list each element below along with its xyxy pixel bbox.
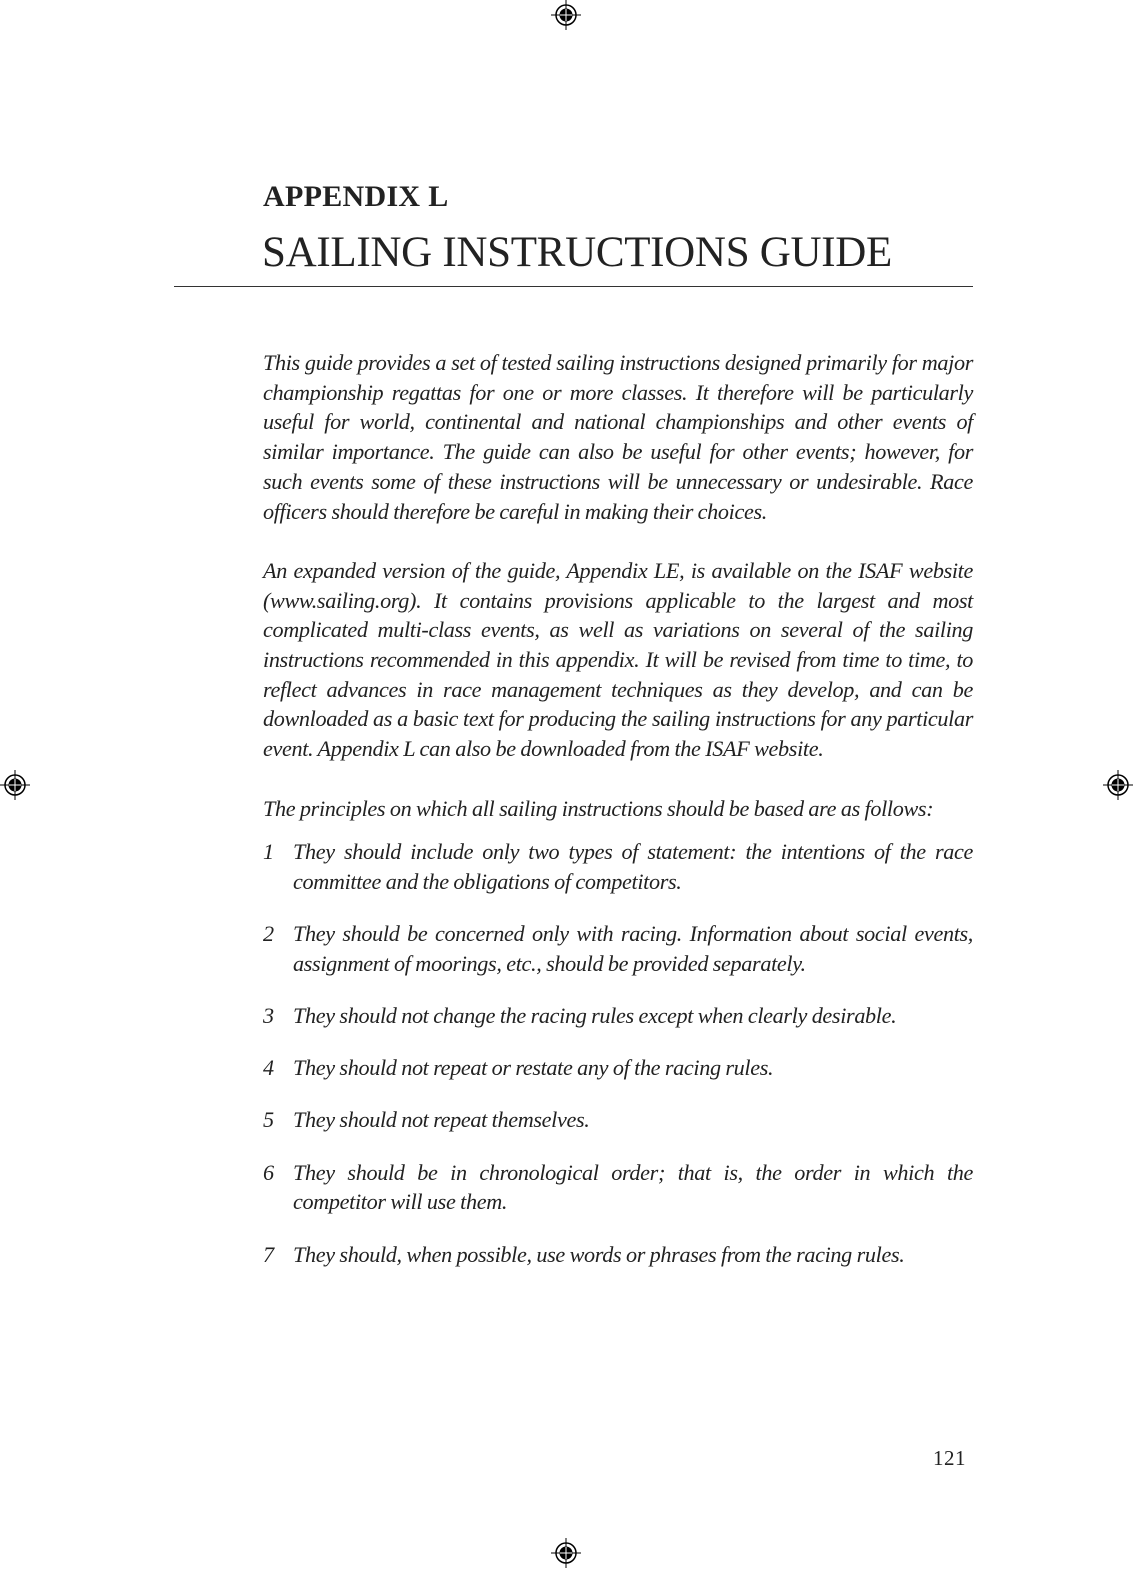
paragraph: This guide provides a set of tested sailing instructions designed primarily for major championship regattas for one or more classes. It therefore will be particularly useful for world, continental and national championships and other events of similar importance. The guide can also be useful for other events; however, for such events some of these instructions will be unnecessary or undesirable. Race officers should therefore be careful in making their choices.	[263, 350, 973, 524]
list-item	[263, 1240, 973, 1270]
list-item	[263, 1158, 973, 1217]
registration-mark-icon	[0, 770, 30, 800]
paragraph: An expanded version of the guide, Appendix LE, is available on the ISAF website (www.sailing.org). It contains provisions applicable to the largest and most complicated multi-class events, as well as variations on several of the sailing instructions recommended in this appendix. It will be revised from time to time, to reflect advances in race management techniques as they develop, and can be downloaded as a basic text for producing the sailing instructions for any particular event. Appendix L can also be downloaded from the ISAF website.	[263, 557, 973, 762]
item-text: They should not change the racing rules except when clearly desirable.	[293, 1003, 897, 1029]
item-number: 7	[263, 1241, 274, 1267]
principles-list	[263, 837, 973, 1269]
item-number: 5	[263, 1107, 274, 1133]
list-item	[263, 837, 973, 896]
list-item	[263, 1001, 973, 1031]
registration-mark-icon	[1103, 770, 1133, 800]
registration-mark-icon	[551, 1538, 581, 1568]
title-divider	[174, 286, 973, 287]
item-text: They should not repeat themselves.	[293, 1107, 590, 1133]
item-number: 1	[263, 839, 274, 865]
body-text	[263, 348, 973, 1292]
item-text: They should, when possible, use words or phrases from the racing rules.	[293, 1241, 905, 1267]
item-number: 3	[263, 1003, 274, 1029]
list-item	[263, 1053, 973, 1083]
item-text: They should be in chronological order; that is, the order in which the competitor will use them.	[293, 1159, 973, 1215]
paragraph: The principles on which all sailing instructions should be based are as follows:	[263, 795, 934, 821]
appendix-label: APPENDIX L	[263, 180, 449, 213]
list-item	[263, 1105, 973, 1135]
item-text: They should not repeat or restate any of the racing rules.	[293, 1055, 774, 1081]
registration-mark-icon	[551, 0, 581, 30]
item-number: 4	[263, 1055, 274, 1081]
item-number: 6	[263, 1159, 274, 1185]
item-text: They should include only two types of statement: the intentions of the race committee and the obligations of competitors.	[293, 839, 973, 894]
list-item	[263, 919, 973, 978]
item-text: They should be concerned only with racing. Information about social events, assignment of moorings, etc., should be provided separately.	[293, 921, 973, 976]
page-number: 121	[933, 1446, 966, 1470]
page-title: SAILING INSTRUCTIONS GUIDE	[262, 229, 892, 276]
item-number: 2	[263, 921, 274, 947]
